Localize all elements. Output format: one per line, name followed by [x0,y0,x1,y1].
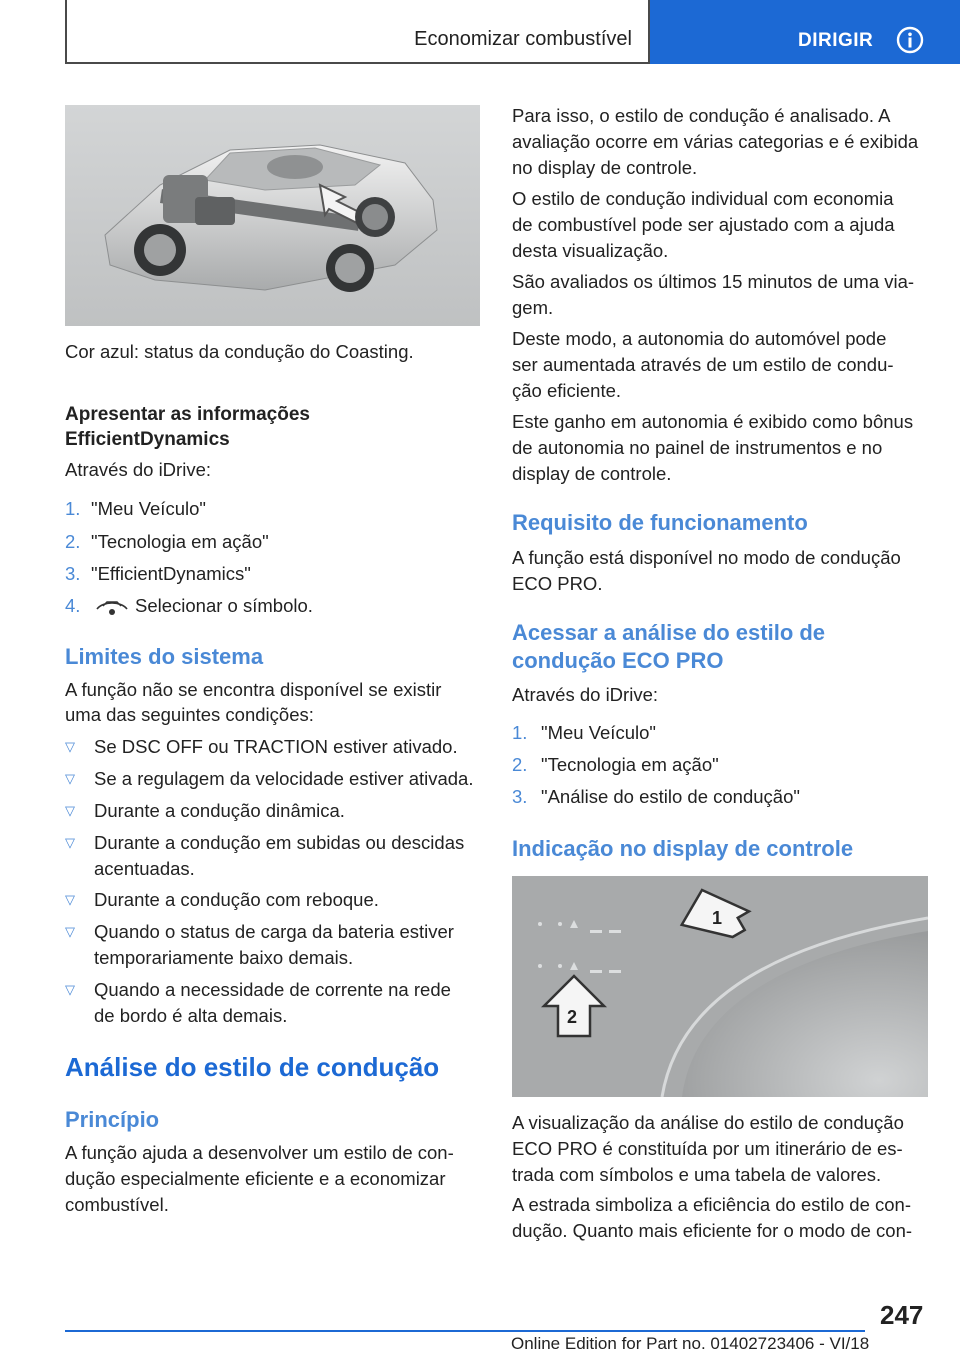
access-heading-line1: Acessar a análise do estilo de [512,620,826,645]
bullet-item: ▽ Durante a condução com reboque. [65,887,485,913]
car-coasting-figure [65,105,480,326]
chapter-tab-label: DIRIGIR [798,30,874,51]
footer-divider [65,1330,865,1332]
display-paragraph-line: A estrada simboliza a eficiência do estilo de con- [512,1194,911,1215]
header-title-box [65,0,650,64]
paragraph-line: São avaliados os últimos 15 minutos de uma via- [512,271,915,292]
paragraph-line: gem. [512,297,554,318]
info-icon[interactable] [896,26,924,54]
requirement-heading: Requisito de funcionamento [512,510,808,535]
car-eco-symbol-icon [95,597,129,617]
limits-intro-line2: uma das seguintes condições: [65,704,314,725]
paragraph-line: Para isso, o estilo de condução é analisado. A [512,105,891,126]
show-info-heading-line2: EfficientDynamics [65,429,230,450]
requirement-line: ECO PRO. [512,573,603,594]
paragraph-line: display de controle. [512,463,672,484]
list-number: 3. [65,563,81,584]
list-text: "Meu Veículo" [541,722,656,743]
paragraph-line: O estilo de condução individual com economia [512,188,894,209]
paragraph-line: Deste modo, a autonomia do automóvel pode [512,328,887,349]
display-paragraph-line: A visualização da análise do estilo de condução [512,1112,904,1133]
paragraph-line: de combustível pode ser ajustado com a ajuda [512,214,895,235]
control-display-figure [512,876,928,1097]
display-paragraph-line: trada com símbolos e uma tabela de valores. [512,1164,882,1185]
bullet-item: ▽ Durante a condução em subidas ou descidas acentuadas. [65,832,465,879]
bullet-item: ▽ Durante a condução dinâmica. [65,798,485,824]
bullet-triangle-icon: ▽ [65,982,75,997]
bullet-triangle-icon: ▽ [65,924,75,939]
bullet-item: ▽ Quando a necessidade de corrente na rede de bordo é alta demais. [65,979,451,1026]
bullet-triangle-icon: ▽ [65,835,75,850]
list-text: Selecionar o símbolo. [135,595,313,616]
list-number: 1. [512,722,528,743]
paragraph-line: no display de controle. [512,157,698,178]
list-text: "Análise do estilo de condução" [541,786,800,807]
paragraph-line: Este ganho em autonomia é exibido como bônus [512,411,914,432]
list-text: "Meu Veículo" [91,498,206,519]
bullet-item: ▽ Quando o status de carga da bateria estiver temporariamente baixo demais. [65,921,454,968]
bullet-triangle-icon: ▽ [65,892,75,907]
chapter-tab[interactable] [650,0,960,64]
list-number: 3. [512,786,528,807]
bullet-triangle-icon: ▽ [65,739,75,754]
paragraph-line: ção eficiente. [512,380,622,401]
bullet-item: ▽ Se a regulagem da velocidade estiver ativada. [65,766,485,792]
list-number: 2. [512,754,528,775]
figure-caption: Cor azul: status da condução do Coasting. [65,341,414,362]
show-info-intro: Através do iDrive: [65,459,211,480]
bullet-item: ▽ Se DSC OFF ou TRACTION estiver ativado. [65,734,485,760]
list-text: "Tecnologia em ação" [91,531,269,552]
bullet-triangle-icon: ▽ [65,803,75,818]
display-paragraph-line: ECO PRO é constituída por um itinerário de es- [512,1138,903,1159]
paragraph-line: de autonomia no painel de instrumentos e no [512,437,883,458]
limits-heading: Limites do sistema [65,644,264,669]
paragraph-line: avaliação ocorre em várias categorias e é exibida [512,131,919,152]
list-number: 4. [65,595,81,616]
callout-label-1: 1 [712,908,723,928]
requirement-line: A função está disponível no modo de condução [512,547,901,568]
paragraph-line: ser aumentada através de um estilo de condu- [512,354,894,375]
principle-line: combustível. [65,1194,169,1215]
list-number: 2. [65,531,81,552]
list-text: "EfficientDynamics" [91,563,251,584]
show-info-heading-line1: Apresentar as informações [65,404,310,425]
callout-label-2: 2 [567,1007,578,1027]
page-number: 247 [880,1300,924,1330]
list-number: 1. [65,498,81,519]
access-intro: Através do iDrive: [512,684,658,705]
analysis-heading: Análise do estilo de condução [65,1052,440,1082]
access-heading-line2: condução ECO PRO [512,648,724,673]
paragraph-line: desta visualização. [512,240,669,261]
principle-line: A função ajuda a desenvolver um estilo de con- [65,1142,454,1163]
limits-intro-line1: A função não se encontra disponível se existir [65,679,442,700]
display-paragraph-line: dução. Quanto mais eficiente for o modo de con- [512,1220,913,1241]
list-text: "Tecnologia em ação" [541,754,719,775]
principle-line: dução especialmente eficiente e a economizar [65,1168,446,1189]
bullet-triangle-icon: ▽ [65,771,75,786]
principle-heading: Princípio [65,1107,160,1132]
section-title: Economizar combustível [414,28,632,50]
display-heading: Indicação no display de controle [512,836,854,861]
edition-footer: Online Edition for Part no. 01402723406 - VI/18 [511,1334,870,1353]
